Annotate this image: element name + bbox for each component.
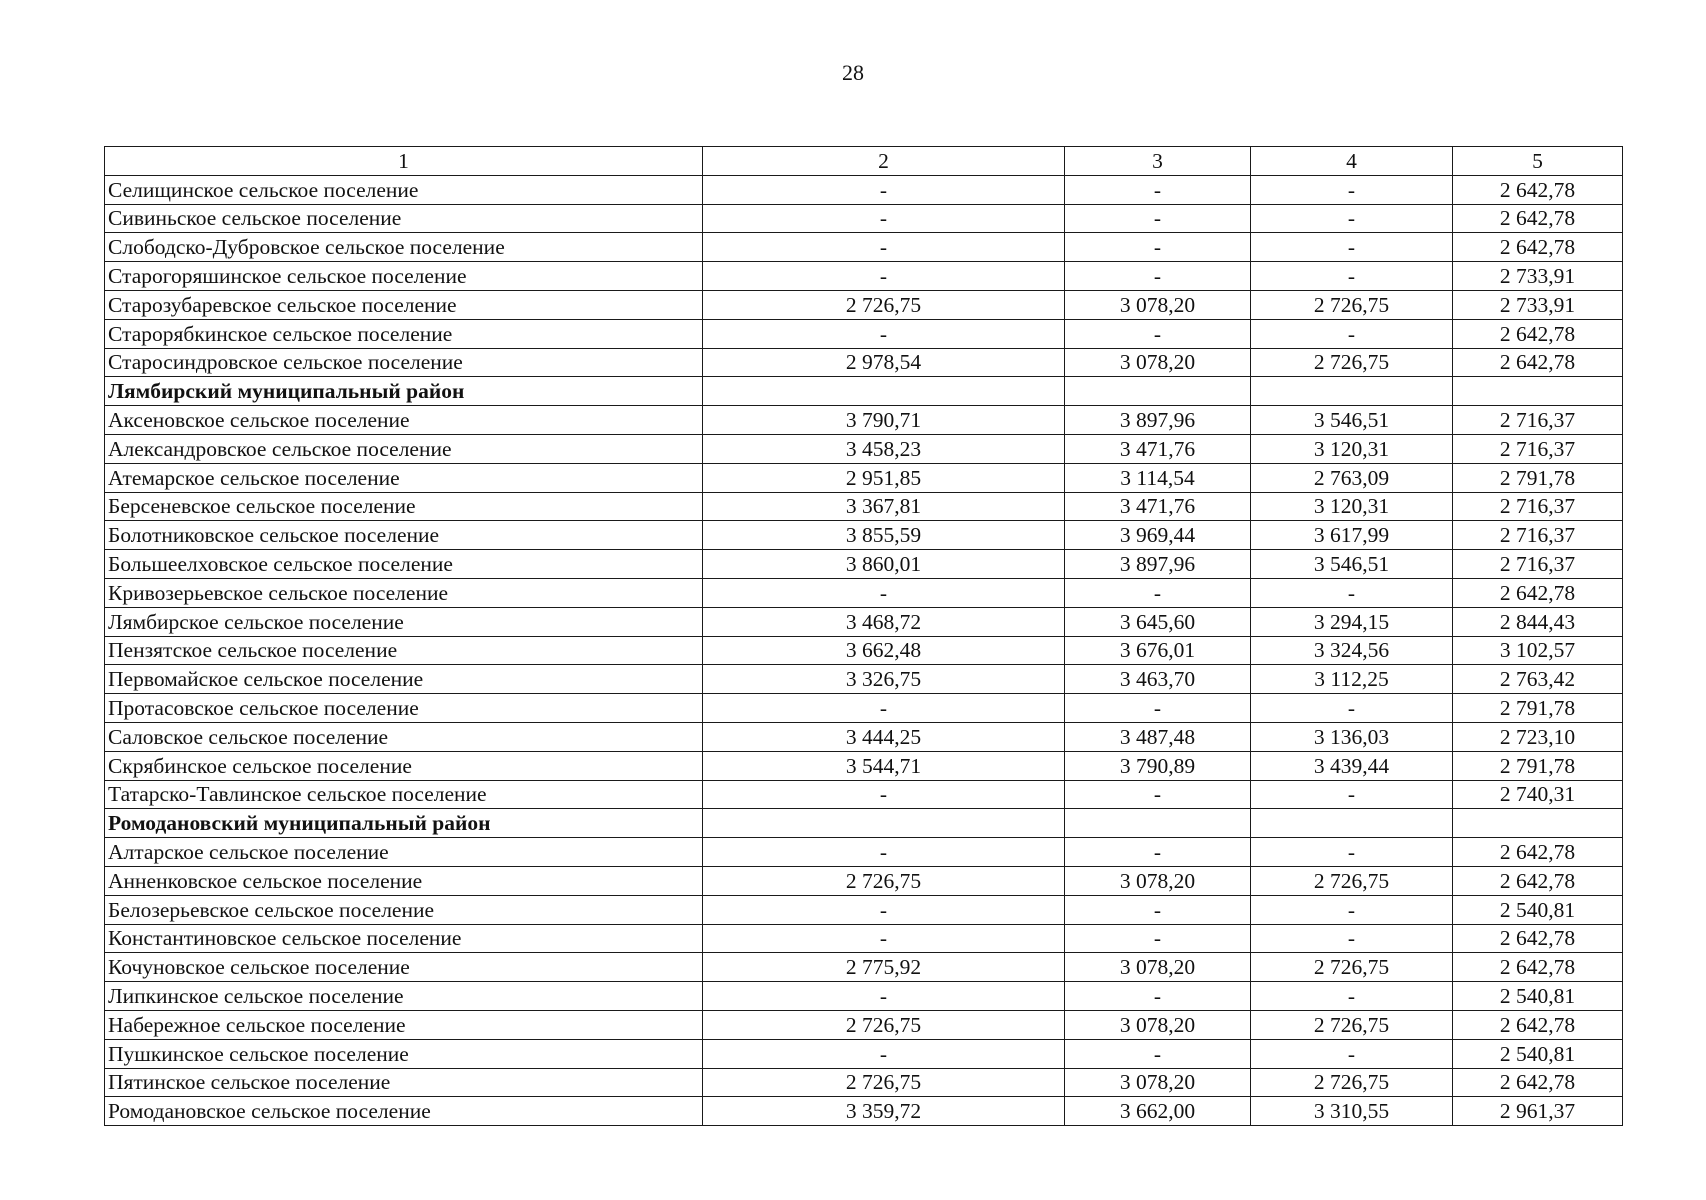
value-cell-col5: 2 642,78 — [1453, 953, 1623, 982]
table-row — [105, 982, 1623, 1011]
value-cell-col5: 2 723,10 — [1453, 722, 1623, 751]
table-row — [105, 665, 1623, 694]
value-cell-col5: 2 642,78 — [1453, 1010, 1623, 1039]
value-cell-col3 — [1065, 377, 1251, 406]
table-row — [105, 838, 1623, 867]
table-row — [105, 866, 1623, 895]
value-cell-col2: 2 951,85 — [703, 463, 1065, 492]
district-name-cell: Ромодановский муниципальный район — [105, 809, 703, 838]
value-cell-col4: - — [1251, 895, 1453, 924]
value-cell-col4: 3 112,25 — [1251, 665, 1453, 694]
settlement-name-cell: Липкинское сельское поселение — [105, 982, 703, 1011]
table-header — [105, 147, 1623, 176]
settlement-name-cell: Саловское сельское поселение — [105, 722, 703, 751]
value-cell-col4: - — [1251, 838, 1453, 867]
value-cell-col2: 3 326,75 — [703, 665, 1065, 694]
value-cell-col4: 3 294,15 — [1251, 607, 1453, 636]
value-cell-col5 — [1453, 377, 1623, 406]
value-cell-col2: - — [703, 233, 1065, 262]
table-row — [105, 722, 1623, 751]
value-cell-col3: 3 790,89 — [1065, 751, 1251, 780]
table-row — [105, 924, 1623, 953]
value-cell-col3: 3 662,00 — [1065, 1097, 1251, 1126]
table-row — [105, 895, 1623, 924]
value-cell-col4: - — [1251, 262, 1453, 291]
value-cell-col3: - — [1065, 175, 1251, 204]
value-cell-col3 — [1065, 809, 1251, 838]
value-cell-col4: 3 120,31 — [1251, 492, 1453, 521]
value-cell-col2: 2 775,92 — [703, 953, 1065, 982]
value-cell-col5: 2 740,31 — [1453, 780, 1623, 809]
value-cell-col4: 2 726,75 — [1251, 348, 1453, 377]
value-cell-col3: 3 897,96 — [1065, 406, 1251, 435]
settlement-name-cell: Первомайское сельское поселение — [105, 665, 703, 694]
value-cell-col2: - — [703, 578, 1065, 607]
settlement-name-cell: Татарско-Тавлинское сельское поселение — [105, 780, 703, 809]
value-cell-col4 — [1251, 809, 1453, 838]
value-cell-col4: 3 120,31 — [1251, 434, 1453, 463]
value-cell-col3: 3 078,20 — [1065, 290, 1251, 319]
settlement-name-cell: Скрябинское сельское поселение — [105, 751, 703, 780]
value-cell-col5: 2 844,43 — [1453, 607, 1623, 636]
settlement-name-cell: Анненковское сельское поселение — [105, 866, 703, 895]
value-cell-col4: - — [1251, 578, 1453, 607]
value-cell-col2: - — [703, 924, 1065, 953]
table-row — [105, 262, 1623, 291]
value-cell-col3: - — [1065, 262, 1251, 291]
value-cell-col3: 3 463,70 — [1065, 665, 1251, 694]
settlement-name-cell: Кочуновское сельское поселение — [105, 953, 703, 982]
value-cell-col2: - — [703, 1039, 1065, 1068]
value-cell-col5: 2 791,78 — [1453, 694, 1623, 723]
table-row — [105, 434, 1623, 463]
table-row — [105, 319, 1623, 348]
value-cell-col4: 2 726,75 — [1251, 1010, 1453, 1039]
value-cell-col5: 2 642,78 — [1453, 838, 1623, 867]
header-row — [105, 147, 1623, 176]
value-cell-col5: 2 716,37 — [1453, 434, 1623, 463]
value-cell-col5: 2 642,78 — [1453, 319, 1623, 348]
value-cell-col4: 3 310,55 — [1251, 1097, 1453, 1126]
value-cell-col3: - — [1065, 780, 1251, 809]
table-row — [105, 1039, 1623, 1068]
column-header: 1 — [105, 147, 703, 176]
value-cell-col2: - — [703, 780, 1065, 809]
value-cell-col4 — [1251, 377, 1453, 406]
value-cell-col5: 2 540,81 — [1453, 895, 1623, 924]
value-cell-col2: 3 860,01 — [703, 550, 1065, 579]
value-cell-col5: 2 733,91 — [1453, 262, 1623, 291]
value-cell-col4: 2 726,75 — [1251, 866, 1453, 895]
value-cell-col3: - — [1065, 924, 1251, 953]
value-cell-col2: 2 726,75 — [703, 866, 1065, 895]
value-cell-col4: 3 546,51 — [1251, 406, 1453, 435]
value-cell-col2: - — [703, 262, 1065, 291]
column-header: 5 — [1453, 147, 1623, 176]
table-row — [105, 550, 1623, 579]
value-cell-col3: 3 471,76 — [1065, 434, 1251, 463]
value-cell-col4: - — [1251, 233, 1453, 262]
value-cell-col2: - — [703, 175, 1065, 204]
value-cell-col4: 2 726,75 — [1251, 1068, 1453, 1097]
table-body — [105, 175, 1623, 1125]
value-cell-col4: - — [1251, 175, 1453, 204]
value-cell-col5: 2 642,78 — [1453, 175, 1623, 204]
value-cell-col3: 3 897,96 — [1065, 550, 1251, 579]
settlement-name-cell: Аксеновское сельское поселение — [105, 406, 703, 435]
table-row — [105, 290, 1623, 319]
value-cell-col5: 2 763,42 — [1453, 665, 1623, 694]
value-cell-col3: 3 969,44 — [1065, 521, 1251, 550]
value-cell-col3: 3 676,01 — [1065, 636, 1251, 665]
value-cell-col2: 3 468,72 — [703, 607, 1065, 636]
table-row — [105, 607, 1623, 636]
value-cell-col2: - — [703, 838, 1065, 867]
value-cell-col2: - — [703, 694, 1065, 723]
value-cell-col3: - — [1065, 694, 1251, 723]
settlement-name-cell: Алтарское сельское поселение — [105, 838, 703, 867]
settlement-name-cell: Ромодановское сельское поселение — [105, 1097, 703, 1126]
value-cell-col5: 2 642,78 — [1453, 233, 1623, 262]
table-row — [105, 751, 1623, 780]
value-cell-col5: 2 540,81 — [1453, 1039, 1623, 1068]
value-cell-col2: 2 726,75 — [703, 1068, 1065, 1097]
value-cell-col5: 2 716,37 — [1453, 550, 1623, 579]
value-cell-col3: 3 078,20 — [1065, 866, 1251, 895]
value-cell-col3: 3 078,20 — [1065, 348, 1251, 377]
value-cell-col3: 3 114,54 — [1065, 463, 1251, 492]
page-number: 28 — [842, 60, 864, 85]
value-cell-col2: - — [703, 204, 1065, 233]
value-cell-col2: 3 359,72 — [703, 1097, 1065, 1126]
value-cell-col5: 2 642,78 — [1453, 1068, 1623, 1097]
value-cell-col4: 2 763,09 — [1251, 463, 1453, 492]
column-header: 4 — [1251, 147, 1453, 176]
settlement-name-cell: Кривозерьевское сельское поселение — [105, 578, 703, 607]
value-cell-col4: - — [1251, 204, 1453, 233]
value-cell-col5: 3 102,57 — [1453, 636, 1623, 665]
settlement-name-cell: Болотниковское сельское поселение — [105, 521, 703, 550]
value-cell-col4: - — [1251, 319, 1453, 348]
value-cell-col5: 2 716,37 — [1453, 521, 1623, 550]
table-row — [105, 953, 1623, 982]
value-cell-col5: 2 716,37 — [1453, 406, 1623, 435]
value-cell-col4: 3 324,56 — [1251, 636, 1453, 665]
value-cell-col2: 2 726,75 — [703, 1010, 1065, 1039]
value-cell-col4: 2 726,75 — [1251, 290, 1453, 319]
settlement-name-cell: Набережное сельское поселение — [105, 1010, 703, 1039]
settlement-name-cell: Слободско-Дубровское сельское поселение — [105, 233, 703, 262]
table-row — [105, 233, 1623, 262]
value-cell-col5: 2 642,78 — [1453, 204, 1623, 233]
table-row — [105, 636, 1623, 665]
table-row — [105, 1097, 1623, 1126]
settlement-name-cell: Старорябкинское сельское поселение — [105, 319, 703, 348]
value-cell-col3: - — [1065, 982, 1251, 1011]
settlement-name-cell: Протасовское сельское поселение — [105, 694, 703, 723]
value-cell-col2: 3 544,71 — [703, 751, 1065, 780]
value-cell-col5: 2 642,78 — [1453, 866, 1623, 895]
table-row — [105, 578, 1623, 607]
value-cell-col3: 3 471,76 — [1065, 492, 1251, 521]
settlement-name-cell: Селищинское сельское поселение — [105, 175, 703, 204]
tariff-table — [104, 146, 1623, 1126]
value-cell-col2: 3 855,59 — [703, 521, 1065, 550]
value-cell-col5: 2 642,78 — [1453, 348, 1623, 377]
value-cell-col3: - — [1065, 895, 1251, 924]
value-cell-col3: - — [1065, 1039, 1251, 1068]
value-cell-col3: - — [1065, 233, 1251, 262]
table-row — [105, 348, 1623, 377]
settlement-name-cell: Лямбирское сельское поселение — [105, 607, 703, 636]
table-row — [105, 1010, 1623, 1039]
value-cell-col3: - — [1065, 319, 1251, 348]
settlement-name-cell: Александровское сельское поселение — [105, 434, 703, 463]
value-cell-col4: 2 726,75 — [1251, 953, 1453, 982]
value-cell-col2: 3 790,71 — [703, 406, 1065, 435]
value-cell-col4: 3 136,03 — [1251, 722, 1453, 751]
settlement-name-cell: Пушкинское сельское поселение — [105, 1039, 703, 1068]
value-cell-col2: 3 367,81 — [703, 492, 1065, 521]
value-cell-col5: 2 540,81 — [1453, 982, 1623, 1011]
value-cell-col2: - — [703, 982, 1065, 1011]
settlement-name-cell: Константиновское сельское поселение — [105, 924, 703, 953]
value-cell-col4: - — [1251, 924, 1453, 953]
value-cell-col3: 3 078,20 — [1065, 953, 1251, 982]
table-row — [105, 463, 1623, 492]
table-row — [105, 175, 1623, 204]
value-cell-col2: - — [703, 319, 1065, 348]
district-name-cell: Лямбирский муниципальный район — [105, 377, 703, 406]
value-cell-col5: 2 961,37 — [1453, 1097, 1623, 1126]
value-cell-col3: 3 078,20 — [1065, 1068, 1251, 1097]
settlement-name-cell: Большеелховское сельское поселение — [105, 550, 703, 579]
table-row — [105, 204, 1623, 233]
value-cell-col4: - — [1251, 1039, 1453, 1068]
settlement-name-cell: Старосиндровское сельское поселение — [105, 348, 703, 377]
value-cell-col2 — [703, 377, 1065, 406]
value-cell-col5: 2 733,91 — [1453, 290, 1623, 319]
table-row — [105, 1068, 1623, 1097]
value-cell-col4: - — [1251, 694, 1453, 723]
value-cell-col2: 3 662,48 — [703, 636, 1065, 665]
column-header: 3 — [1065, 147, 1251, 176]
value-cell-col4: 3 439,44 — [1251, 751, 1453, 780]
table-row — [105, 406, 1623, 435]
value-cell-col4: 3 617,99 — [1251, 521, 1453, 550]
value-cell-col3: 3 078,20 — [1065, 1010, 1251, 1039]
value-cell-col2: 2 726,75 — [703, 290, 1065, 319]
value-cell-col2 — [703, 809, 1065, 838]
settlement-name-cell: Пятинское сельское поселение — [105, 1068, 703, 1097]
value-cell-col5: 2 791,78 — [1453, 751, 1623, 780]
value-cell-col4: 3 546,51 — [1251, 550, 1453, 579]
table-row — [105, 780, 1623, 809]
settlement-name-cell: Пензятское сельское поселение — [105, 636, 703, 665]
settlement-name-cell: Атемарское сельское поселение — [105, 463, 703, 492]
settlement-name-cell: Берсеневское сельское поселение — [105, 492, 703, 521]
value-cell-col2: 3 444,25 — [703, 722, 1065, 751]
district-heading-row — [105, 809, 1623, 838]
value-cell-col2: 3 458,23 — [703, 434, 1065, 463]
value-cell-col5: 2 642,78 — [1453, 924, 1623, 953]
value-cell-col5: 2 642,78 — [1453, 578, 1623, 607]
value-cell-col2: 2 978,54 — [703, 348, 1065, 377]
value-cell-col3: 3 645,60 — [1065, 607, 1251, 636]
settlement-name-cell: Сивиньское сельское поселение — [105, 204, 703, 233]
table-row — [105, 694, 1623, 723]
column-header: 2 — [703, 147, 1065, 176]
settlement-name-cell: Старозубаревское сельское поселение — [105, 290, 703, 319]
table-row — [105, 492, 1623, 521]
value-cell-col3: 3 487,48 — [1065, 722, 1251, 751]
value-cell-col3: - — [1065, 578, 1251, 607]
value-cell-col3: - — [1065, 838, 1251, 867]
value-cell-col4: - — [1251, 780, 1453, 809]
value-cell-col3: - — [1065, 204, 1251, 233]
table-row — [105, 521, 1623, 550]
value-cell-col2: - — [703, 895, 1065, 924]
value-cell-col5: 2 716,37 — [1453, 492, 1623, 521]
settlement-name-cell: Старогоряшинское сельское поселение — [105, 262, 703, 291]
value-cell-col5 — [1453, 809, 1623, 838]
value-cell-col4: - — [1251, 982, 1453, 1011]
district-heading-row — [105, 377, 1623, 406]
settlement-name-cell: Белозерьевское сельское поселение — [105, 895, 703, 924]
value-cell-col5: 2 791,78 — [1453, 463, 1623, 492]
